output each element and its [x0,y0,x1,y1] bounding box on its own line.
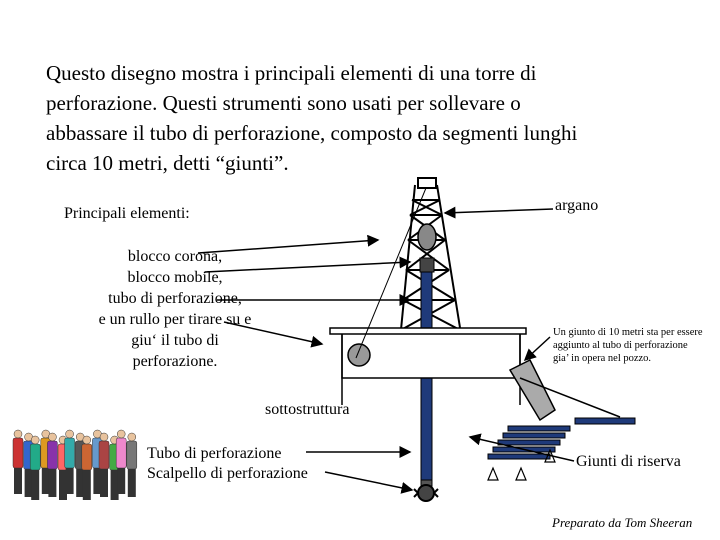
principali-label: Principali elementi: [64,205,190,222]
intro-line: abbassare il tubo di perforazione, composto da segmenti lunghi [46,121,578,145]
scalpello-label: Scalpello di perforazione [147,465,308,482]
tubo-label: Tubo di perforazione [147,445,282,462]
catwalk [510,360,635,424]
drawworks-drum [348,344,370,366]
elements-list-line: blocco corona, [127,248,223,265]
person-figure [47,433,57,497]
elements-list-line: tubo di perforazione, [108,290,242,307]
intro-line: Questo disegno mostra i principali elementi di una torre di [46,61,537,85]
giunto-note: Un giunto di 10 metri sta per essere aggiunto al tubo di perforazione gia’ in opera nel pozzo. [553,327,703,364]
person-figure [116,430,126,494]
pipe-rack [488,426,570,459]
intro-line: circa 10 metri, detti “giunti”. [46,151,289,175]
hook [420,258,434,272]
elements-list-line: blocco mobile, [127,269,223,286]
sottostruttura-label: sottostruttura [265,401,350,418]
elements-list-line: giu‘ il tubo di [131,332,219,349]
travelling-block [418,224,436,250]
argano-label: argano [555,197,599,214]
person-figure [82,436,92,500]
person-figure [127,433,137,497]
riserva-label: Giunti di riserva [576,453,681,470]
people-group-illustration [13,430,137,500]
elements-list-line: perforazione. [132,353,218,370]
person-figure [13,430,23,494]
intro-line: perforazione. Questi strumenti sono usati per sollevare o [46,91,521,115]
credit-label: Preparato da Tom Sheeran [552,515,693,530]
drill-bit [414,480,438,501]
elements-list-line: e un rullo per tirare su e [98,311,252,328]
person-figure [99,433,109,497]
person-figure [65,430,75,494]
person-figure [30,436,40,500]
crown-block [418,178,436,188]
